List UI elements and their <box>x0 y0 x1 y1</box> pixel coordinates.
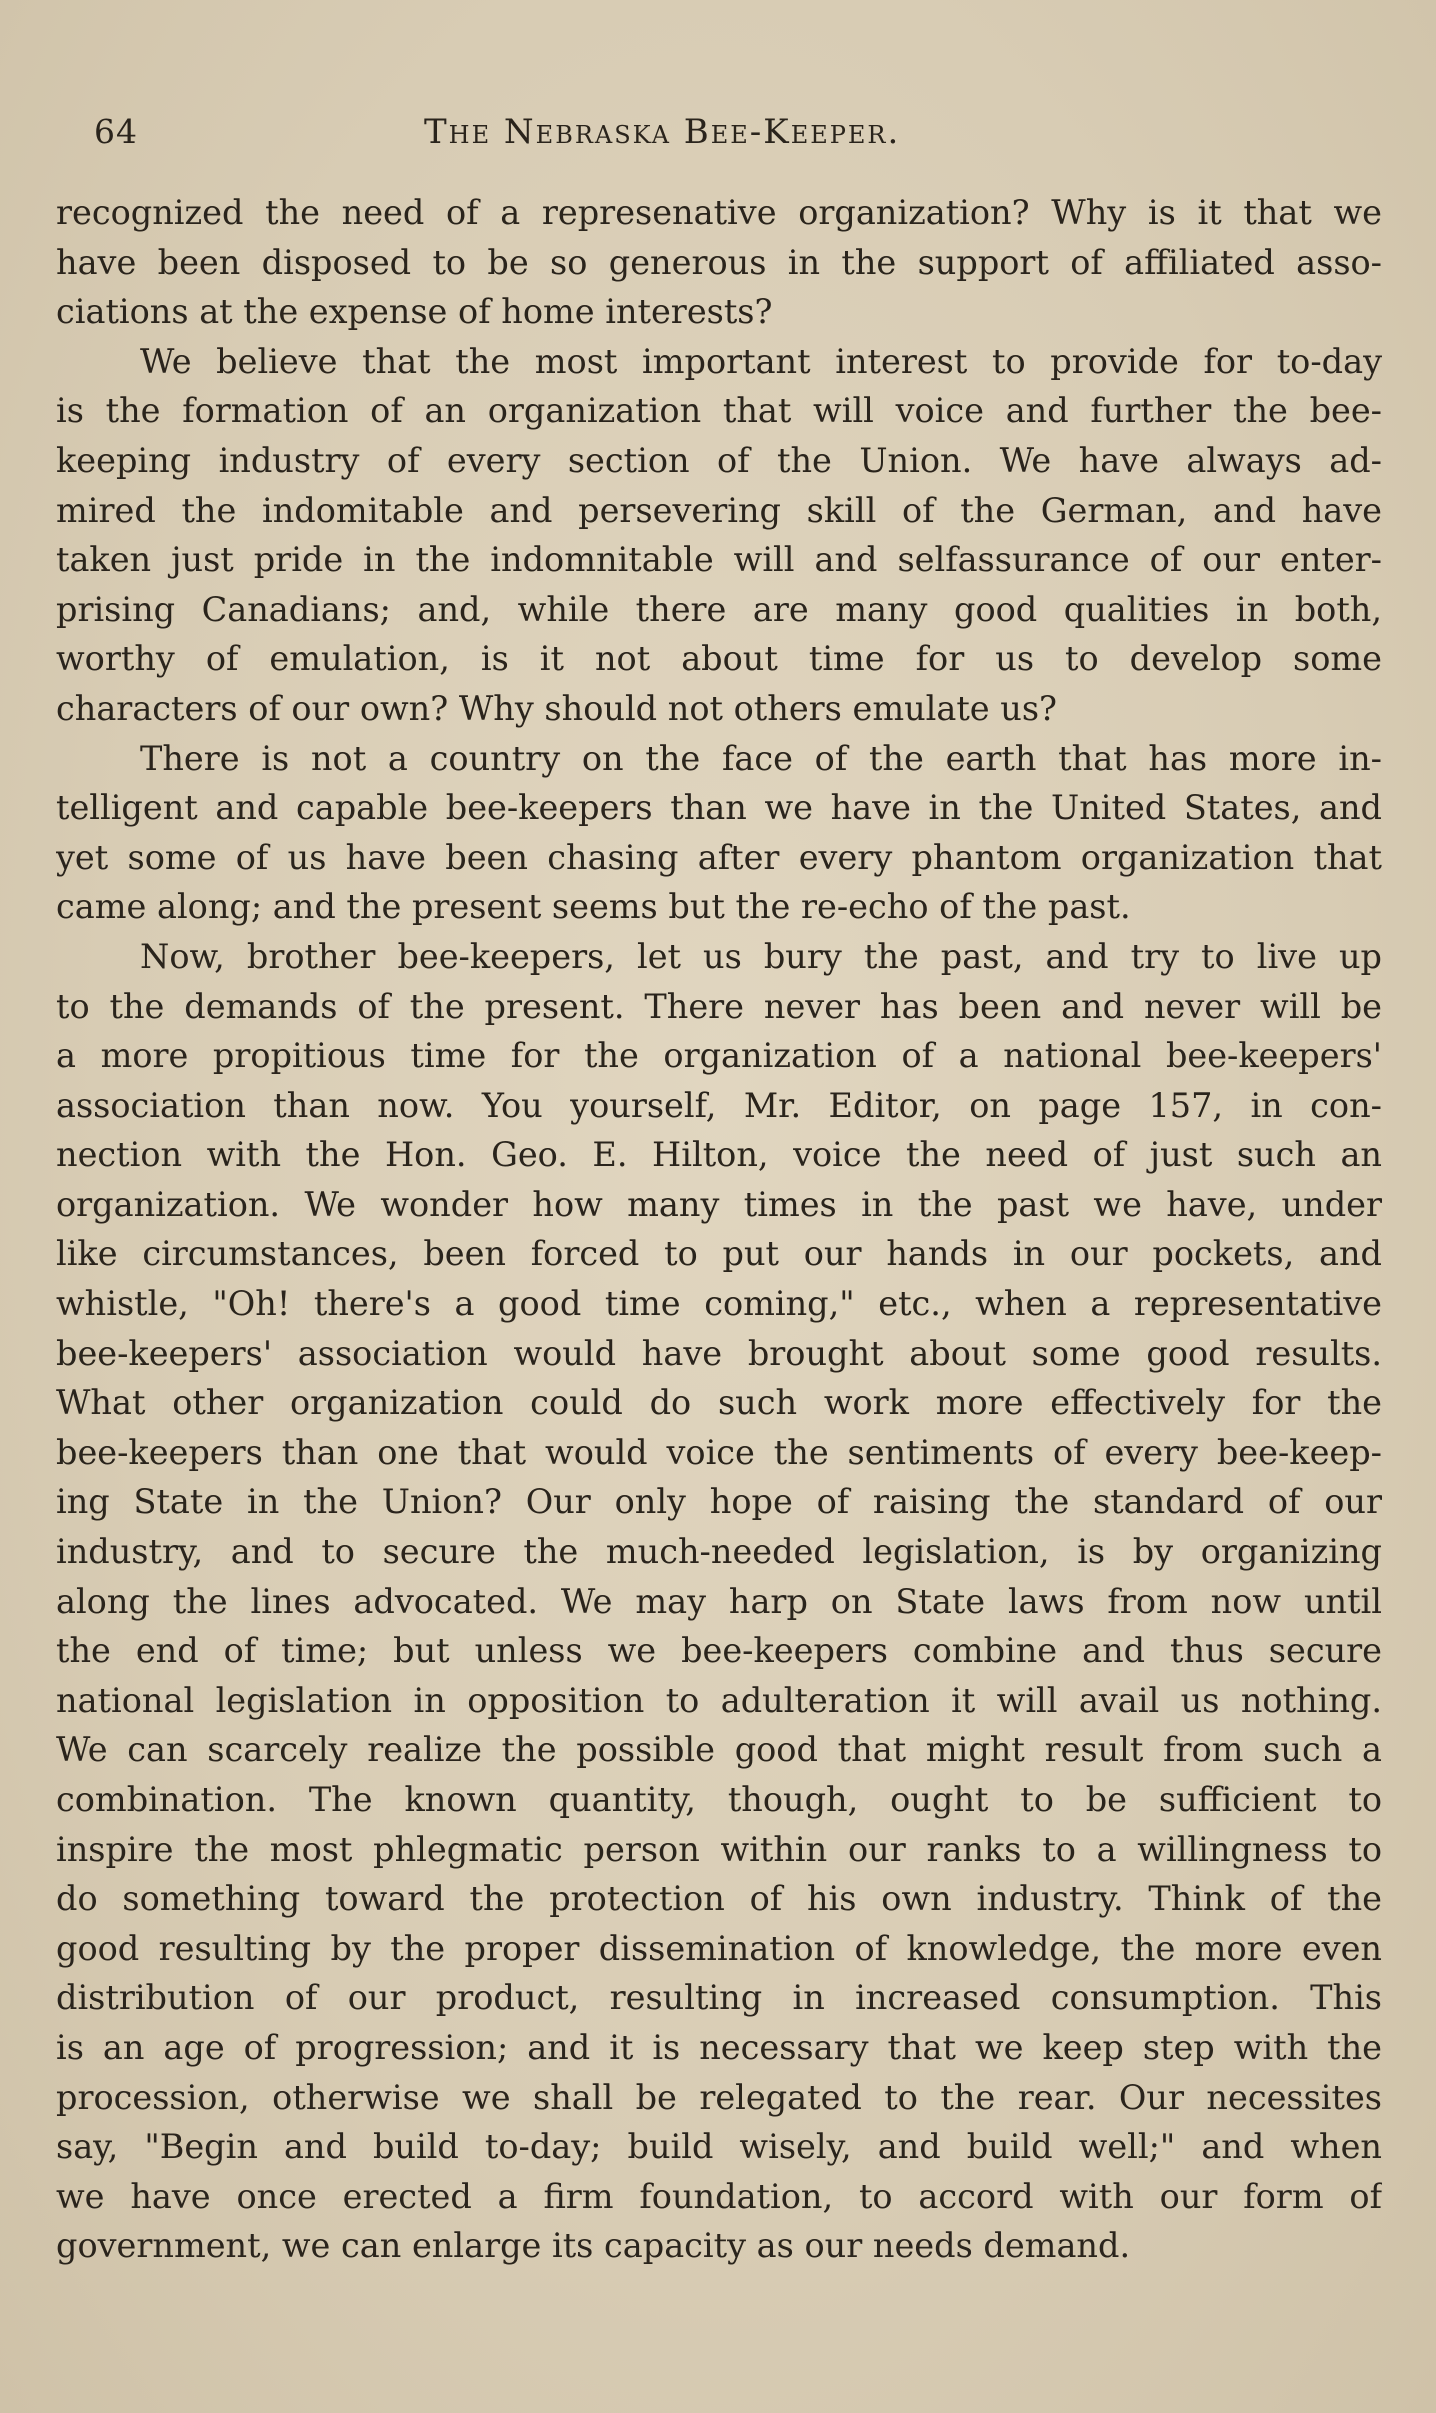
text-line: nection with the Hon. Geo. E. Hilton, voice the need of just such an <box>56 1135 1382 1175</box>
text-line: combination. The known quantity, though, ought to be sufficient to <box>56 1780 1382 1819</box>
text-line: say, "Begin and build to-day; build wisely, and build well;" and when <box>56 2127 1382 2167</box>
text-line: procession, otherwise we shall be relegated to the rear. Our necessites <box>56 2077 1382 2117</box>
text-line: the end of time; but unless we bee-keepers combine and thus secure <box>56 1631 1382 1671</box>
text-line: ing State in the Union? Our only hope of raising the standard of our <box>56 1482 1382 1522</box>
text-line: national legislation in opposition to adulteration it will avail us nothing. <box>56 1680 1382 1720</box>
page-header <box>94 112 994 162</box>
text-line: inspire the most phlegmatic person within our ranks to a willingness to <box>56 1829 1382 1869</box>
text-line: characters of our own? Why should not others emulate us? <box>56 688 1058 728</box>
text-line: prising Canadians; and, while there are many good qualities in both, <box>56 589 1382 629</box>
text-line: telligent and capable bee-keepers than we have in the United States, and <box>56 788 1382 828</box>
text-line: good resulting by the proper dissemination of knowledge, the more even <box>56 1928 1382 1968</box>
text-line: ciations at the expense of home interests? <box>56 292 773 332</box>
text-line: We believe that the most important interest to provide for to-day <box>140 341 1382 381</box>
text-line: keeping industry of every section of the Union. We have always ad- <box>56 440 1382 480</box>
text-line: taken just pride in the indomnitable will and selfassurance of our enter- <box>56 540 1382 580</box>
text-line: whistle, "Oh! there's a good time coming," etc., when a representative <box>56 1284 1382 1324</box>
text-line: Now, brother bee-keepers, let us bury the past, and try to live up <box>140 936 1382 976</box>
text-line: we have once erected a firm foundation, to accord with our form of <box>56 2176 1382 2216</box>
running-head: The Nebraska Bee-Keeper. <box>424 112 901 152</box>
text-line: organization. We wonder how many times in the past we have, under <box>56 1184 1382 1224</box>
text-line: bee-keepers than one that would voice the sentiments of every bee-keep- <box>56 1432 1382 1472</box>
text-line: distribution of our product, resulting in increased consumption. This <box>56 1978 1382 2018</box>
text-line: is an age of progression; and it is necessary that we keep step with the <box>56 2027 1382 2067</box>
text-line: What other organization could do such work more effectively for the <box>56 1383 1382 1423</box>
page-number: 64 <box>94 112 138 151</box>
text-line: There is not a country on the face of the earth that has more in- <box>140 738 1382 778</box>
text-line: We can scarcely realize the possible good that might result from such a <box>56 1730 1382 1770</box>
text-line: is the formation of an organization that will voice and further the bee- <box>56 391 1382 431</box>
text-line: government, we can enlarge its capacity as our needs demand. <box>56 2226 1131 2266</box>
text-line: have been disposed to be so generous in the support of affiliated asso- <box>56 242 1382 282</box>
text-line: worthy of emulation, is it not about time for us to develop some <box>56 639 1382 679</box>
text-line: mired the indomitable and persevering skill of the German, and have <box>56 490 1382 530</box>
text-line: industry, and to secure the much-needed legislation, is by organizing <box>56 1532 1382 1572</box>
text-line: yet some of us have been chasing after every phantom organization that <box>56 837 1382 877</box>
text-line: a more propitious time for the organization of a national bee-keepers' <box>56 1036 1382 1076</box>
text-line: came along; and the present seems but the re-echo of the past. <box>56 887 1131 927</box>
text-line: do something toward the protection of his own industry. Think of the <box>56 1879 1382 1919</box>
text-line: association than now. You yourself, Mr. Editor, on page 157, in con- <box>56 1085 1382 1125</box>
text-line: like circumstances, been forced to put our hands in our pockets, and <box>56 1234 1382 1274</box>
text-line: along the lines advocated. We may harp on State laws from now until <box>56 1581 1382 1621</box>
text-line: recognized the need of a represenative organization? Why is it that we <box>56 193 1382 232</box>
text-line: bee-keepers' association would have brought about some good results. <box>56 1333 1382 1373</box>
body-text <box>56 188 1382 2271</box>
text-line: to the demands of the present. There never has been and never will be <box>56 986 1382 1026</box>
